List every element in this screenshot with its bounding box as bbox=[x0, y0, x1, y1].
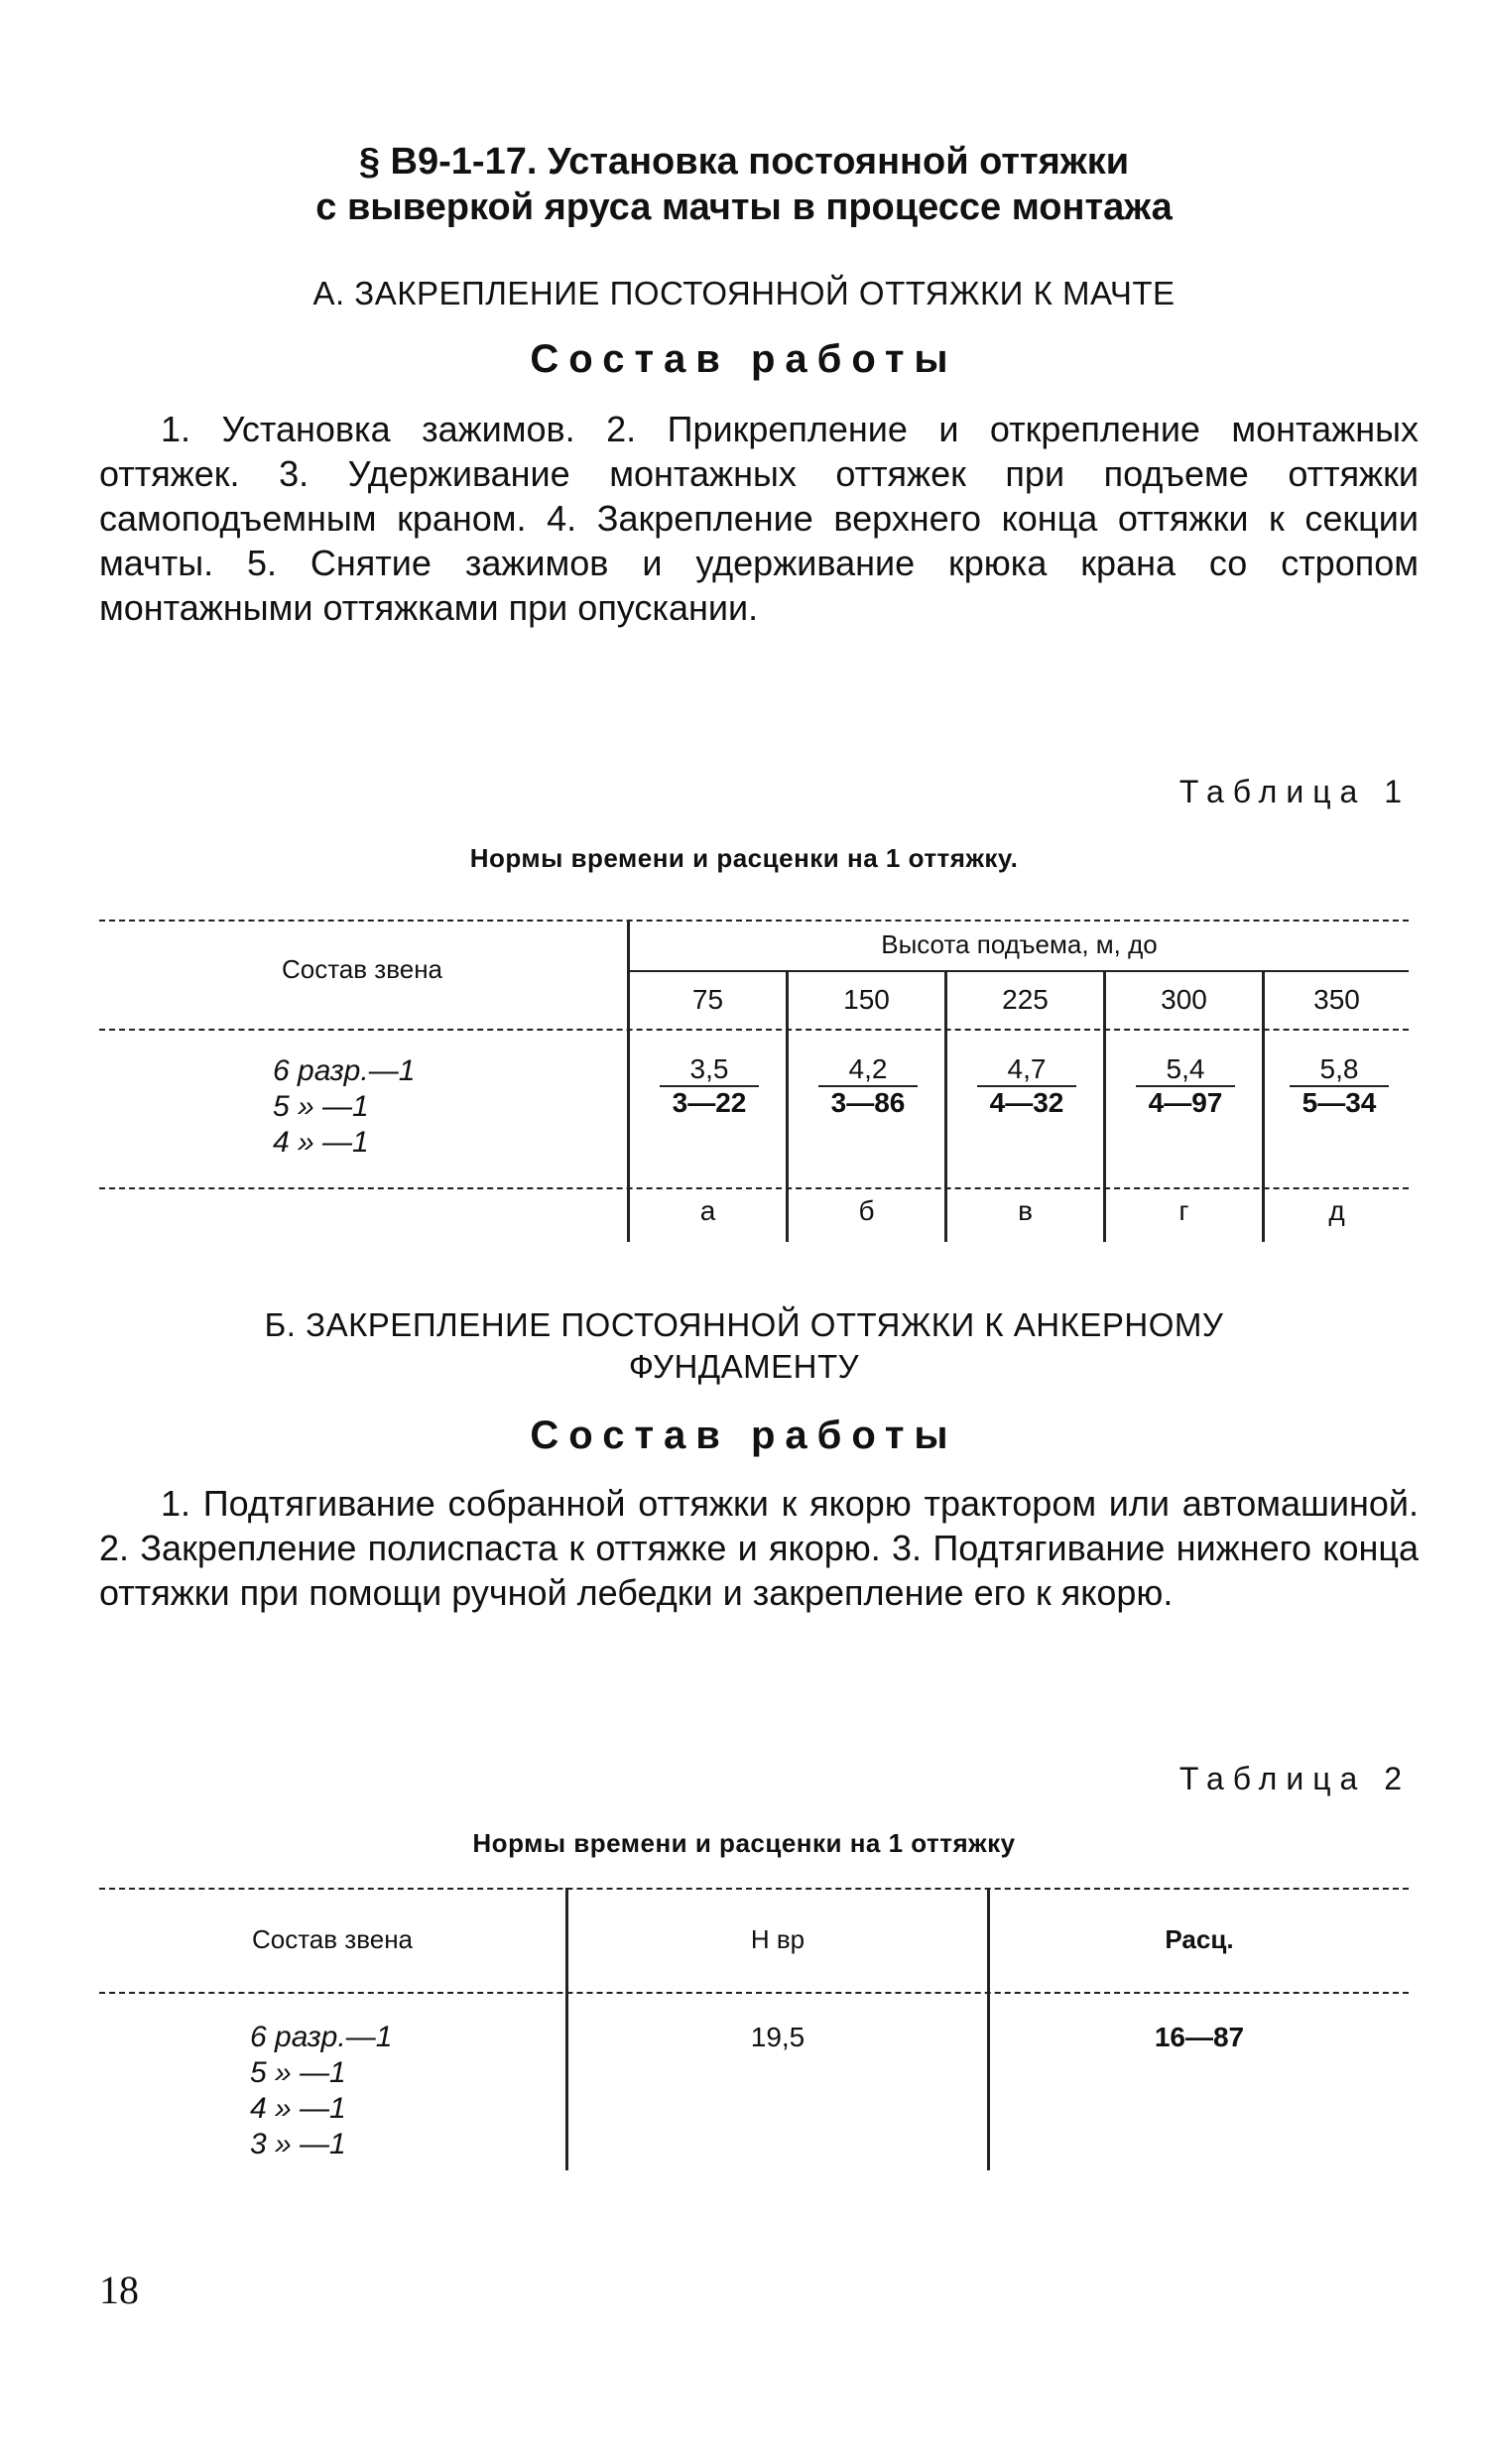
table-2-brigade bbox=[250, 2020, 392, 2162]
table-1-col-header: Состав звена bbox=[281, 954, 443, 984]
table-1-brigade-line: 6 разр.—1 bbox=[273, 1054, 416, 1087]
table-1-letter: г bbox=[1178, 1195, 1189, 1226]
table-1-vrule bbox=[627, 920, 630, 1242]
table-1-letter: д bbox=[1328, 1195, 1345, 1226]
table-2-label: Таблица 2 bbox=[1178, 1761, 1411, 1796]
table-1-height-150: 150 bbox=[843, 984, 890, 1015]
table-1-group-rule bbox=[630, 970, 1409, 972]
part-b-work-text: 1. Подтягивание собранной оттяжки к якорю трактором или автомашиной. 2. Закрепление полиспаста к оттяжке и якорю. 3. Подтягивание нижнего конца оттяжки при помощи ручной лебедки и закрепление его к якорю. bbox=[99, 1483, 1419, 1613]
table-1-rate: 4—32 bbox=[989, 1087, 1064, 1118]
table-1-rate: 3—86 bbox=[830, 1087, 906, 1118]
table-1-value-cell bbox=[1136, 1053, 1235, 1119]
table-1-rate: 5—34 bbox=[1302, 1087, 1377, 1118]
table-2-caption: Нормы времени и расценки на 1 оттяжку bbox=[472, 1828, 1016, 1858]
page-number: 18 bbox=[99, 2268, 139, 2312]
table-1-value-cell bbox=[660, 1053, 759, 1119]
table-1-brigade bbox=[273, 1053, 415, 1161]
table-2-rate-header: Расц. bbox=[1165, 1924, 1234, 1954]
table-1-height-350: 350 bbox=[1313, 984, 1360, 1015]
table-1-header-rule bbox=[99, 1029, 1409, 1031]
table-2-rate: 16—87 bbox=[1154, 2022, 1245, 2052]
table-1-norm: 4,7 bbox=[977, 1053, 1076, 1087]
part-a-work-text: 1. Установка зажимов. 2. Прикрепление и открепление монтажных оттяжек. 3. Удерживание монтажных оттяжек при подъеме оттяжки самоподъемным краном. 4. Закрепление верхнего конца оттяжки к секции мачты. 5. Снятие зажимов и удерживание крюка крана со стропом монтажными оттяжками при опускании. bbox=[99, 409, 1419, 628]
table-1-height-225: 225 bbox=[1002, 984, 1049, 1015]
table-1-norm: 5,8 bbox=[1290, 1053, 1389, 1087]
table-1-norm: 5,4 bbox=[1136, 1053, 1235, 1087]
part-b-heading-line-1: Б. ЗАКРЕПЛЕНИЕ ПОСТОЯННОЙ ОТТЯЖКИ К АНКЕРНОМУ bbox=[264, 1306, 1224, 1343]
table-2-brigade-line: 4 » —1 bbox=[250, 2092, 346, 2125]
table-2-top-rule bbox=[99, 1888, 1409, 1890]
table-1-body-rule bbox=[99, 1187, 1409, 1189]
table-2-header-rule bbox=[99, 1992, 1409, 1994]
table-1-norm: 3,5 bbox=[660, 1053, 759, 1087]
table-2-norm-header: Н вр bbox=[750, 1924, 806, 1954]
table-2-brigade-line: 3 » —1 bbox=[250, 2128, 346, 2160]
section-title bbox=[0, 139, 1488, 230]
part-b-work-title: Состав работы bbox=[530, 1414, 958, 1457]
table-1-height-75: 75 bbox=[691, 984, 724, 1015]
table-2-brigade-line: 5 » —1 bbox=[250, 2056, 346, 2089]
table-1-brigade-line: 4 » —1 bbox=[273, 1126, 369, 1159]
part-a-heading: А. ЗАКРЕПЛЕНИЕ ПОСТОЯННОЙ ОТТЯЖКИ К МАЧТЕ bbox=[312, 275, 1176, 311]
table-2-norm: 19,5 bbox=[750, 2022, 806, 2052]
table-2-brigade-line: 6 разр.—1 bbox=[250, 2021, 393, 2053]
table-1-brigade-line: 5 » —1 bbox=[273, 1090, 369, 1123]
section-title-line-2: с выверкой яруса мачты в процессе монтажа bbox=[315, 186, 1173, 228]
table-1-value-cell bbox=[1290, 1053, 1389, 1119]
table-1-caption: Нормы времени и расценки на 1 оттяжку. bbox=[469, 843, 1019, 873]
part-b-heading bbox=[0, 1304, 1488, 1388]
part-b-heading-line-2: ФУНДАМЕНТУ bbox=[628, 1348, 860, 1385]
table-1-rate: 3—22 bbox=[672, 1087, 747, 1118]
table-1-height-300: 300 bbox=[1161, 984, 1207, 1015]
table-2-col-header: Состав звена bbox=[251, 1924, 414, 1954]
section-title-line-1: § В9-1-17. Установка постоянной оттяжки bbox=[358, 141, 1130, 183]
table-1-rate: 4—97 bbox=[1148, 1087, 1223, 1118]
table-1-label: Таблица 1 bbox=[1178, 774, 1411, 809]
table-1-group-header: Высота подъема, м, до bbox=[881, 929, 1158, 959]
table-1-value-cell bbox=[818, 1053, 918, 1119]
table-1-letter: в bbox=[1018, 1195, 1033, 1226]
table-1-letter: б bbox=[858, 1195, 875, 1226]
table-1-value-cell bbox=[977, 1053, 1076, 1119]
table-1-letter: а bbox=[699, 1195, 716, 1226]
part-a-work-title: Состав работы bbox=[530, 337, 958, 381]
table-1-top-rule bbox=[99, 920, 1409, 922]
table-1-norm: 4,2 bbox=[818, 1053, 918, 1087]
